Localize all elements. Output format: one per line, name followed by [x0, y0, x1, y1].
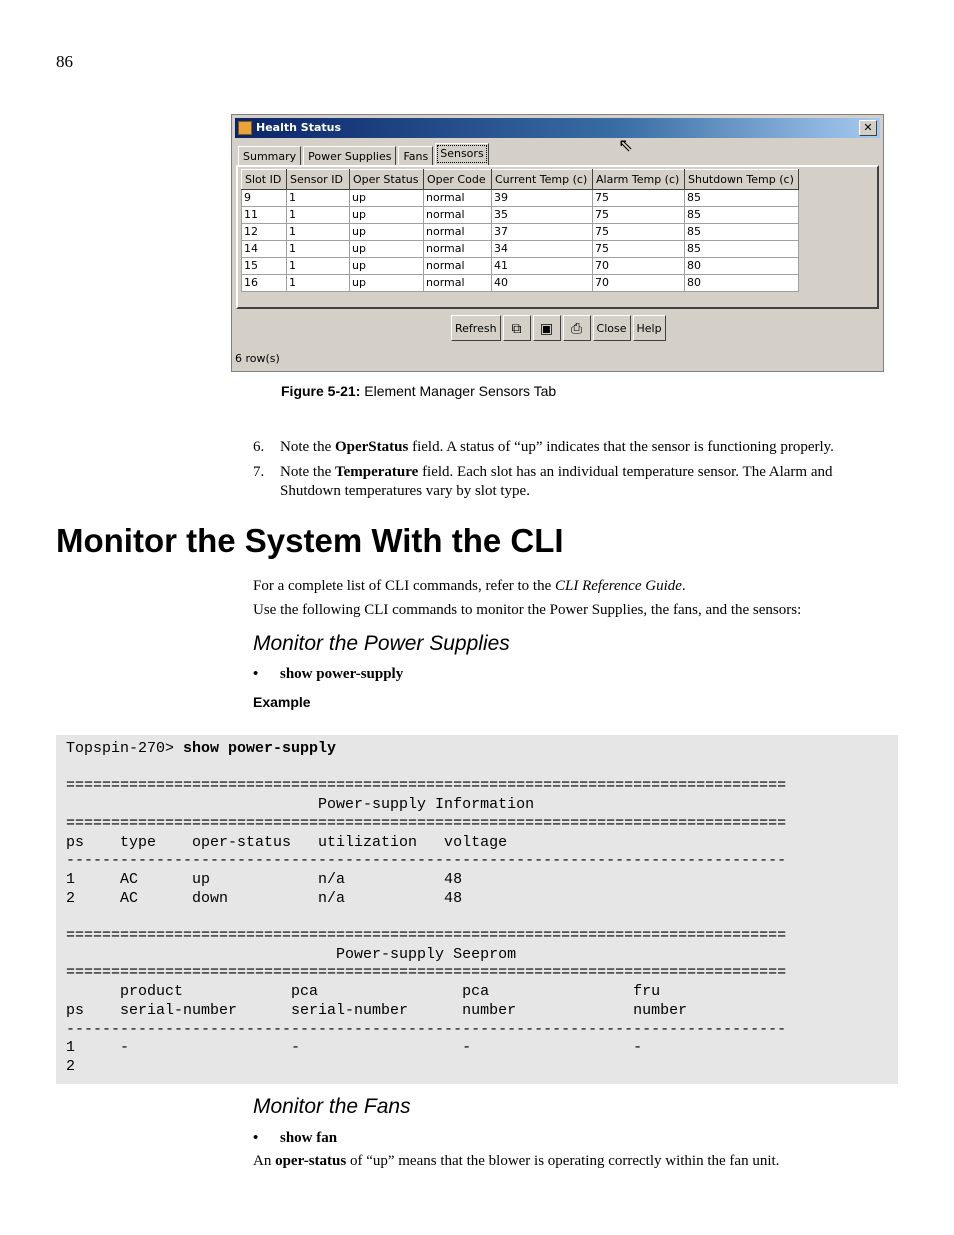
- table-cell: 39: [492, 190, 593, 207]
- table-cell: up: [350, 224, 424, 241]
- bullet-show-power-supply: • show power-supply: [253, 666, 404, 682]
- cli-prompt: Topspin-270>: [66, 740, 184, 757]
- app-icon: [238, 121, 252, 135]
- step-text: Note the OperStatus field. A status of “up” indicates that the sensor is functioning properly.: [280, 439, 834, 455]
- window-titlebar: [235, 118, 880, 138]
- table-row[interactable]: [242, 275, 799, 292]
- table-cell: normal: [424, 224, 492, 241]
- table-cell: 34: [492, 241, 593, 258]
- mouse-cursor-icon: ⇖: [618, 135, 634, 156]
- step-number: 6.: [253, 439, 265, 455]
- sensors-panel: [236, 165, 879, 309]
- table-header-row: [242, 170, 799, 190]
- table-cell: up: [350, 275, 424, 292]
- fans-description: An oper-status of “up” means that the blower is operating correctly within the fan unit.: [253, 1153, 780, 1169]
- table-row[interactable]: [242, 258, 799, 275]
- page-number: 86: [56, 52, 73, 71]
- table-cell: 40: [492, 275, 593, 292]
- column-header-oper-code[interactable]: Oper Code: [424, 170, 492, 190]
- help-button[interactable]: Help: [633, 315, 666, 341]
- table-cell: 16: [242, 275, 287, 292]
- bullet-icon: •: [253, 1130, 259, 1146]
- table-cell: 75: [593, 207, 685, 224]
- table-cell: 85: [685, 207, 799, 224]
- table-cell: 85: [685, 190, 799, 207]
- table-cell: 80: [685, 275, 799, 292]
- table-cell: 1: [287, 258, 350, 275]
- intro-paragraph: For a complete list of CLI commands, refer to the CLI Reference Guide.: [253, 578, 686, 594]
- table-cell: 15: [242, 258, 287, 275]
- copy-icon[interactable]: ⧉: [503, 315, 531, 341]
- table-cell: 9: [242, 190, 287, 207]
- table-cell: 37: [492, 224, 593, 241]
- power-supplies-heading: Monitor the Power Supplies: [253, 632, 510, 655]
- tab-fans[interactable]: Fans: [398, 146, 433, 167]
- bullet-icon: •: [253, 666, 259, 682]
- table-row[interactable]: [242, 207, 799, 224]
- table-cell: 85: [685, 241, 799, 258]
- table-row[interactable]: [242, 224, 799, 241]
- column-header-alarm-temp[interactable]: Alarm Temp (c): [593, 170, 685, 190]
- table-cell: normal: [424, 190, 492, 207]
- table-cell: 80: [685, 258, 799, 275]
- table-cell: 35: [492, 207, 593, 224]
- table-cell: 1: [287, 224, 350, 241]
- cli-example-block: [56, 735, 898, 1084]
- refresh-button[interactable]: Refresh: [451, 315, 501, 341]
- step-number: 7.: [253, 464, 265, 480]
- intro-paragraph-2: Use the following CLI commands to monitor the Power Supplies, the fans, and the sensors:: [253, 602, 802, 618]
- table-cell: up: [350, 207, 424, 224]
- table-cell: normal: [424, 241, 492, 258]
- section-title: Monitor the System With the CLI: [56, 522, 564, 559]
- table-cell: 1: [287, 190, 350, 207]
- row-count-status: 6 row(s): [235, 352, 280, 365]
- table-cell: 11: [242, 207, 287, 224]
- step-text: Note the Temperature field. Each slot has an individual temperature sensor. The Alarm and Shutdown temperatures vary by slot type.: [280, 464, 833, 499]
- column-header-oper-status[interactable]: Oper Status: [350, 170, 424, 190]
- table-cell: 70: [593, 258, 685, 275]
- column-header-slot-id[interactable]: Slot ID: [242, 170, 287, 190]
- sensors-table: [241, 169, 799, 292]
- table-cell: normal: [424, 275, 492, 292]
- table-row[interactable]: [242, 241, 799, 258]
- table-cell: 12: [242, 224, 287, 241]
- table-cell: 75: [593, 190, 685, 207]
- cli-reference-guide-title: CLI Reference Guide: [555, 578, 682, 594]
- table-cell: 1: [287, 241, 350, 258]
- table-cell: 70: [593, 275, 685, 292]
- table-cell: 14: [242, 241, 287, 258]
- fans-heading: Monitor the Fans: [253, 1095, 411, 1118]
- table-cell: normal: [424, 258, 492, 275]
- cli-command: show power-supply: [183, 740, 337, 757]
- button-bar: [451, 315, 668, 341]
- figure-caption: [281, 383, 556, 399]
- table-cell: 1: [287, 275, 350, 292]
- column-header-sensor-id[interactable]: Sensor ID: [287, 170, 350, 190]
- figure-text: Element Manager Sensors Tab: [360, 383, 557, 399]
- tab-power-supplies[interactable]: Power Supplies: [303, 146, 396, 167]
- cli-output: [66, 740, 786, 1077]
- column-header-current-temp[interactable]: Current Temp (c): [492, 170, 593, 190]
- table-cell: normal: [424, 207, 492, 224]
- table-cell: 1: [287, 207, 350, 224]
- window-title: Health Status: [256, 121, 342, 134]
- table-cell: 85: [685, 224, 799, 241]
- save-icon[interactable]: ▣: [533, 315, 561, 341]
- print-icon[interactable]: ⎙: [563, 315, 591, 341]
- figure-label: Figure 5-21:: [281, 383, 361, 399]
- table-cell: up: [350, 190, 424, 207]
- table-row[interactable]: [242, 190, 799, 207]
- bullet-show-fan: • show fan: [253, 1130, 338, 1146]
- tab-summary[interactable]: Summary: [238, 146, 301, 167]
- table-cell: 75: [593, 241, 685, 258]
- close-button[interactable]: Close: [593, 315, 631, 341]
- table-cell: up: [350, 258, 424, 275]
- close-icon[interactable]: ✕: [859, 120, 877, 136]
- table-cell: 41: [492, 258, 593, 275]
- table-cell: up: [350, 241, 424, 258]
- tab-bar: [238, 143, 491, 165]
- table-cell: 75: [593, 224, 685, 241]
- health-status-window: [231, 114, 884, 372]
- cli-output-body: ================================================================================ Power-supply Information ================================================================================ ps type oper-status utilization voltage -------------------------------------------------------------------------------- 1 AC up n/a 48 2 AC down n/a 48 ================================================================================ Power-supply Seeprom ================================================================================ product pca pca fru ps serial-number serial-number number number -------------------------------------------------------------------------------- 1 - - - - 2: [66, 777, 787, 1075]
- tab-sensors[interactable]: Sensors: [435, 143, 488, 165]
- example-label: Example: [253, 694, 311, 710]
- column-header-shutdown-temp[interactable]: Shutdown Temp (c): [685, 170, 799, 190]
